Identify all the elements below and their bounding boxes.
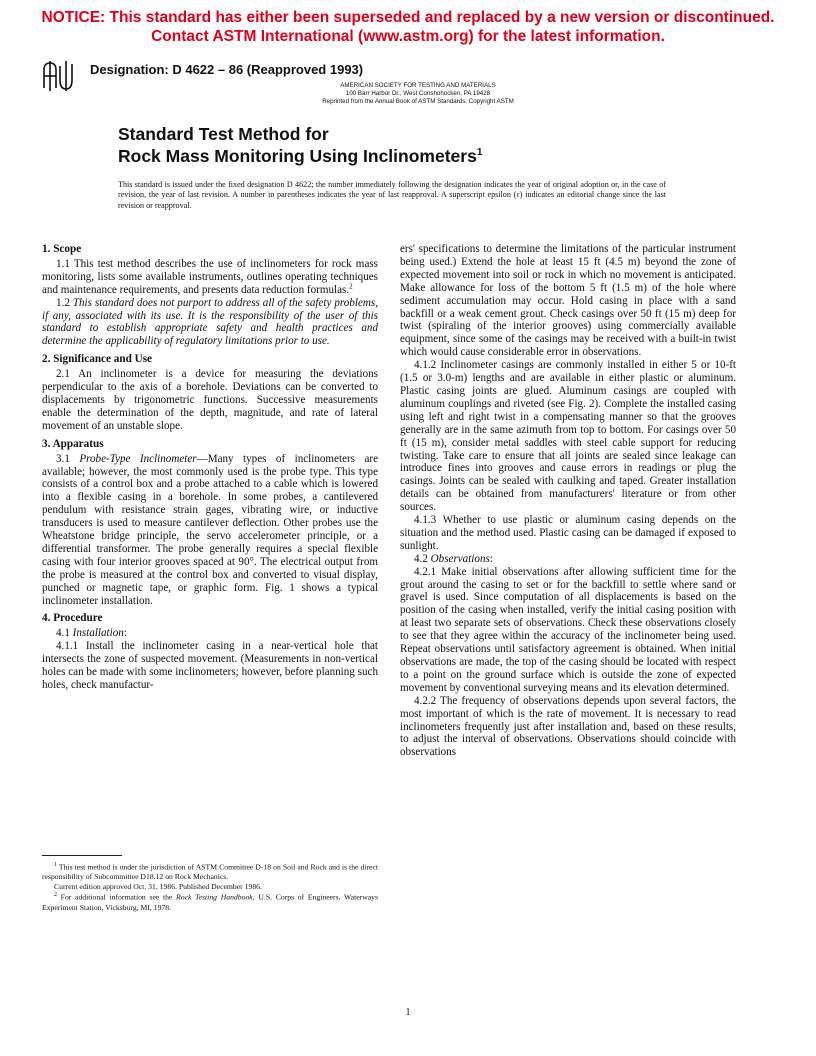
paragraph-4-2: 4.2 Observations: [414, 552, 493, 565]
paragraph-2-1: 2.1 An inclinometer is a device for measuring the deviations perpendicular to the axis of a borehole. Deviations can be converted to displacements by trigonometric functions. Successive measurements enable the determination of the depth, magnitude, and rate of lateral movement of an unstable slope. [42, 368, 378, 432]
paragraph-4-2-1: 4.2.1 Make initial observations after allowing sufficient time for the grout around the casing to set or for the backfill to settle where sand or gravel is used. Since computation of all displacements is based on the position of the casing when installed, verify the initial casing position with at least two separate sets of observations. Check these observations closely to see that they agree within the accuracy of the inclinometer being used. Repeat observations until satisfactory agreement is obtained. When initial observations are made, the top of the casing should be located with respect to a point on the ground surface which is outside the zone of expected movement by conventional surveying means and its elevation determined. [400, 565, 736, 694]
designation: Designation: D 4622 – 86 (Reapproved 1993) [90, 62, 364, 77]
notice-line-1: NOTICE: This standard has either been superseded and replaced by a new version or discontinued. [41, 9, 775, 26]
paragraph-4-1-3: 4.1.3 Whether to use plastic or aluminum casing depends on the situation and the method used. Plastic casing can be damaged if exposed to sunlight. [400, 514, 736, 552]
paragraph-1-2: 1.2 This standard does not purport to address all of the safety problems, if any, associated with its use. It is the responsibility of the user of this standard to establish appropriate safety and health practices and determine the applicability of regulatory limitations prior to use. [42, 296, 378, 348]
paragraph-4-1: 4.1 Installation: [56, 627, 127, 640]
title-line-1: Standard Test Method for [118, 124, 329, 144]
section-heading-significance: 2. Significance and Use [42, 353, 153, 366]
society-line-1: AMERICAN SOCIETY FOR TESTING AND MATERIALS [340, 82, 496, 89]
section-heading-scope: 1. Scope [42, 243, 82, 255]
paragraph-4-1-2: 4.1.2 Inclinometer casings are commonly installed in either 5 or 10-ft (1.5 or 3.0-m) lengths and are available in either plastic or aluminum. Plastic casing joints are glued. Aluminum casings are coupled with aluminum couplings and riveted (see Fig. 2). Complete the installed casing using left and right twist in a compensating manner so that the grooves generally are in the same azimuth from top to bottom. For casings over 50 ft (15 m), consider metal saddles with steel cable support for reducing twisting. Take care to ensure that all joints are sealed since leakage can introduce fines into grooves and cause errors in readings or plug the casings. Joints can be sealed with caulking and taped. Greater installation details can be obtained from manufacturers' literature or from other sources. [400, 359, 736, 514]
footnotes [42, 861, 378, 912]
society-line-3: Reprinted from the Annual Book of ASTM Standards. Copyright ASTM [322, 98, 514, 105]
section-heading-procedure: 4. Procedure [42, 612, 103, 625]
footnote-1-edition: Current edition approved Oct. 31, 1986. Published December 1986. [54, 881, 262, 891]
left-column [42, 243, 378, 692]
section-heading-apparatus: 3. Apparatus [42, 437, 104, 450]
astm-logo-icon [40, 58, 76, 94]
footnote-1: $^1$ This test method is under the jurisdiction of ASTM Committee D-18 on Soil and Rock and is the direct responsibility of Subcommittee D18.12 on Rock Mechanics. [42, 862, 378, 882]
title-line-2: Rock Mass Monitoring Using Inclinometers$^1$ [118, 145, 483, 166]
footnote-divider [42, 855, 122, 856]
society-line-2: 100 Barr Harbor Dr., West Conshohocken, PA 19428 [345, 90, 491, 97]
paragraph-4-1-1-continued: ers' specifications to determine the limitations of the particular instrument being used.) Extend the hole at least 15 ft (4.5 m) beyond the zone of expected movement into soil or rock in which no movement is anticipated. Make allowance for loss of the bottom 5 ft (1.5 m) of the hole where sediment accumulation may occur. Hold casing in place with a sand backfill or a weak cement grout. Check casings over 50 ft (15 m) deep for twist (spiraling of the interior grooves) using commercially available equipment, since some of the casings may be received with a built-in twist which would cause considerable error in observations. [400, 243, 736, 359]
paragraph-4-2-2: 4.2.2 The frequency of observations depends upon several factors, the most important of which is the rate of movement. It is necessary to read inclinometers frequently just after installation and, based on these results, to adjust the interval of observations. Observations should coincide with observations [400, 694, 736, 759]
footnote-2: $^2$ For additional information see the Rock Testing Handbook, U.S. Corps of Engineers, Waterways Experiment Station, Vicksburg, MI, 1978. [42, 892, 378, 912]
paragraph-3-1: 3.1 Probe-Type Inclinometer—Many types of inclinometers are available; however, the most commonly used is the probe type. This type consists of a control box and a probe attached to a cable which is lowered into a flexible casing in a borehole. In some probes, a cantilevered pendulum with resistance strain gages, vibrating wire, or inductive transducers is used to measure cantilever deflection. Other probes use the Wheatstone bridge principle, the servo accelerometer principle, or a differential transformer. The probe generally requires a special flexible casing with four interior grooves spaced at 90°. The electrical output from the probe is measured at the control box and converted to visual display, punched or magnetic tape, or graphic form. Fig. 1 shows a typical inclinometer installation. [42, 452, 379, 607]
paragraph-1-1: 1.1 This test method describes the use of inclinometers for rock mass monitoring, lists some available instruments, outlines operating techniques and maintenance requirements, and presents data reduction formulas.$^2$ [42, 257, 378, 296]
page-number: 1 [405, 1007, 411, 1018]
right-column [400, 243, 736, 759]
notice-line-2: Contact ASTM International (www.astm.org) for the latest information. [151, 28, 665, 45]
intro-text: This standard is issued under the fixed designation D 4622; the number immediately following the designation indicates the year of original adoption or, in the case of revision, the year of last revision. A number in parentheses indicates the year of last reapproval. A superscript epsilon (ε) indicates an editorial change since the last revision or reapproval. [118, 180, 666, 210]
paragraph-4-1-1: 4.1.1 Install the inclinometer casing in a near-vertical hole that intersects the zone of suspected movement. (Measurements in non-vertical holes can be made with some inclinometers; however, before planning such holes, check manufactur- [42, 640, 378, 691]
